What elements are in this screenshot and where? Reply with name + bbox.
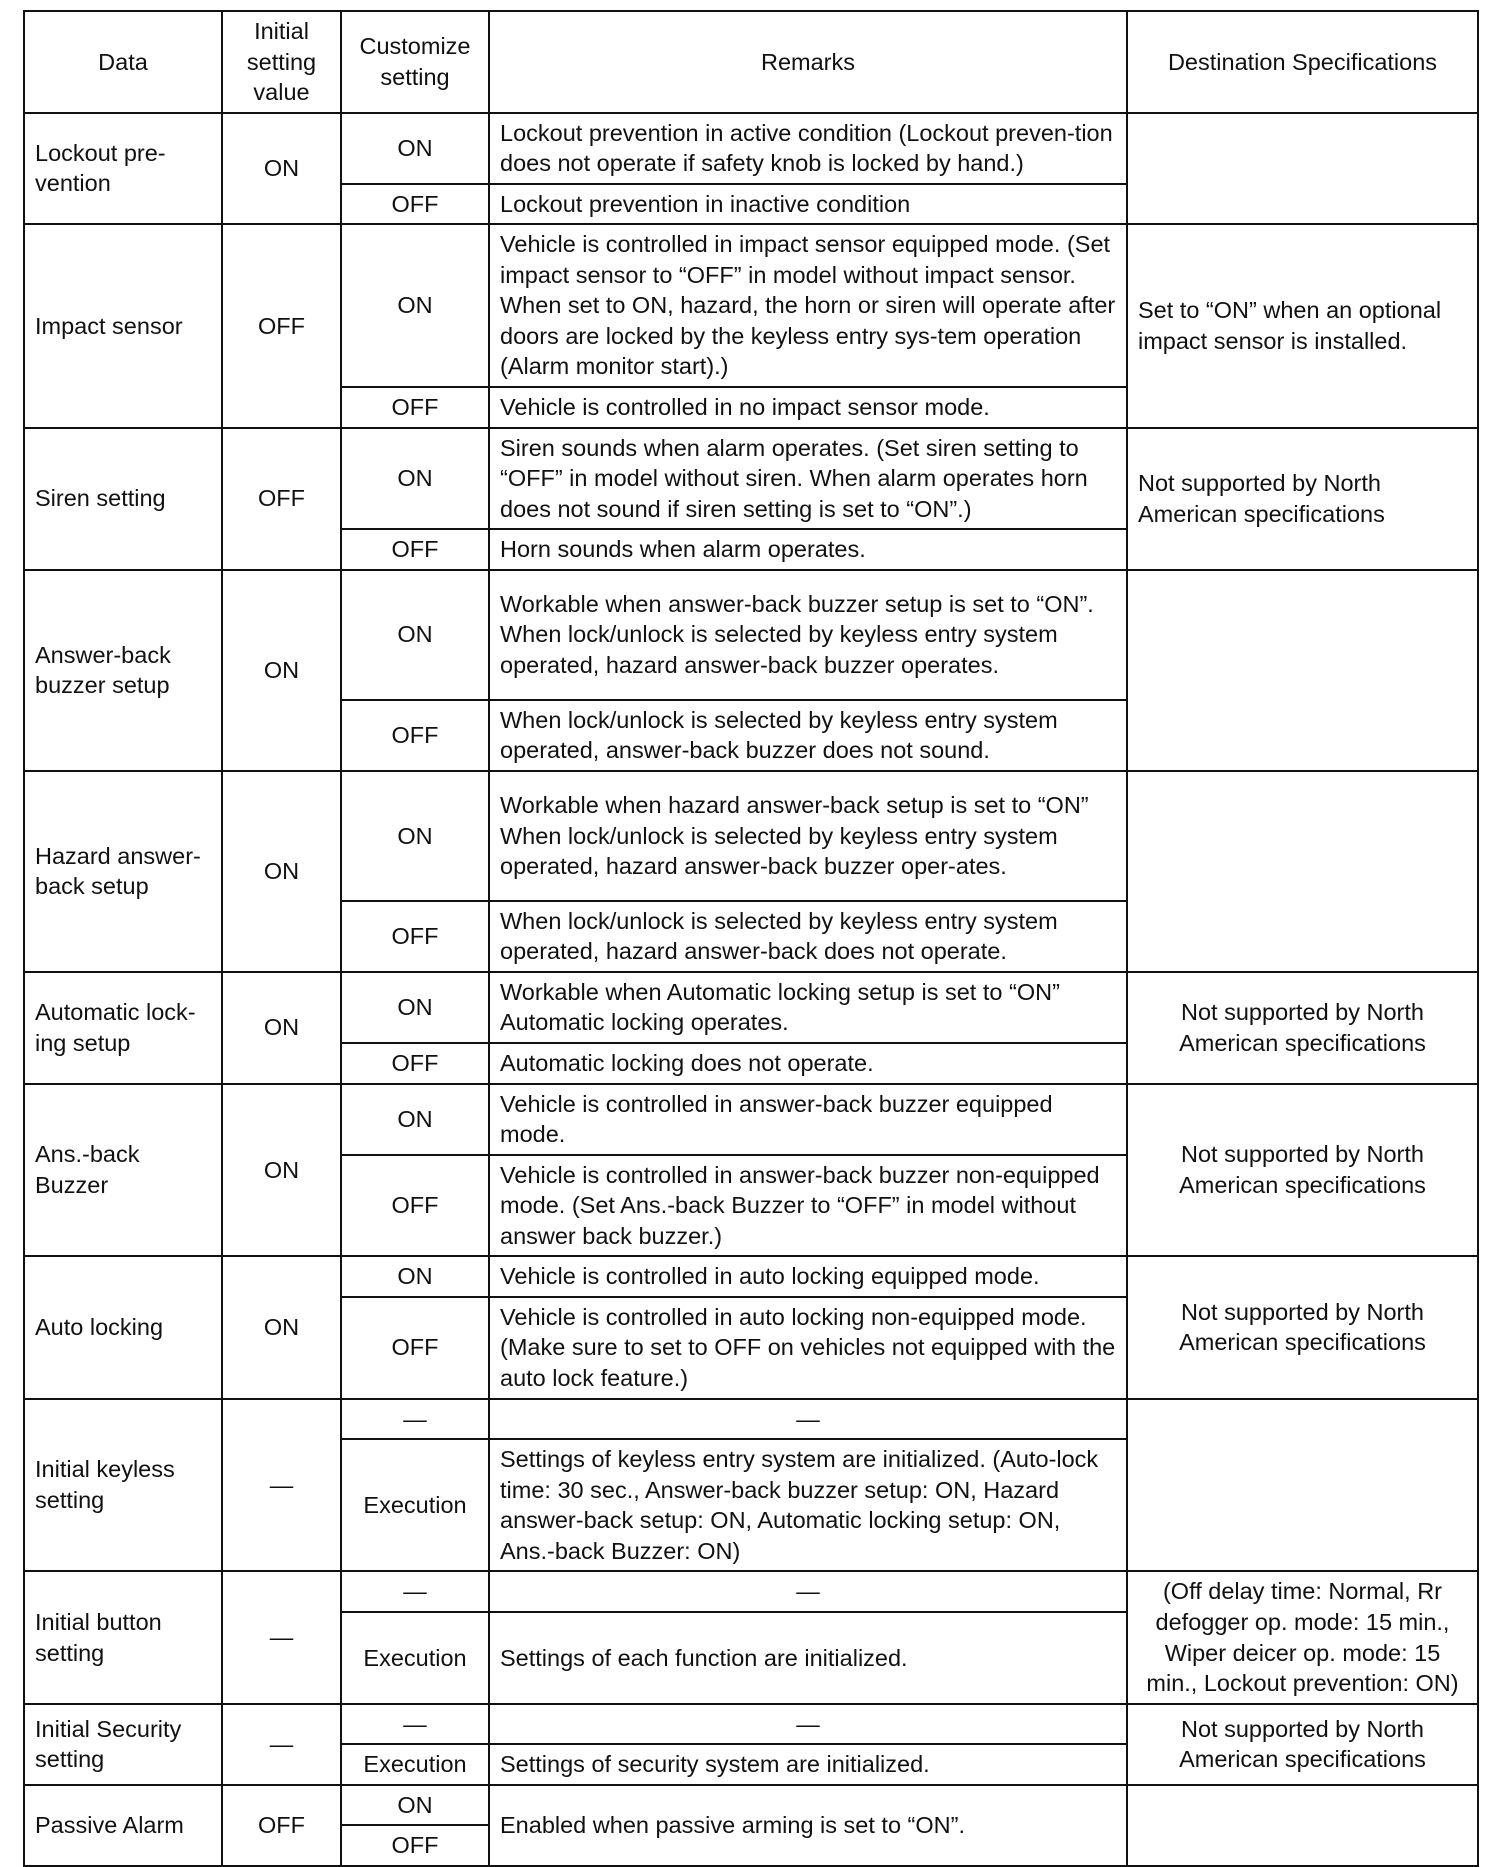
remark: Vehicle is controlled in auto locking non-equipped mode. (Make sure to set to OFF on vehicles not equipped with the auto lock feature.): [489, 1297, 1127, 1399]
destination-spec: [1127, 113, 1478, 225]
remark: Settings of each function are initialized.: [489, 1612, 1127, 1704]
customize-setting: OFF: [341, 387, 489, 428]
row-data-hazard-answer-back-setup: Hazard answer-back setup: [24, 771, 222, 972]
row-data-initial-button-setting: Initial button setting: [24, 1571, 222, 1704]
row-data-ans-back-buzzer: Ans.-back Buzzer: [24, 1084, 222, 1257]
customize-setting: Execution: [341, 1439, 489, 1571]
row-initial-value: ON: [222, 570, 341, 771]
remark: Vehicle is controlled in answer-back buzzer equipped mode.: [489, 1084, 1127, 1155]
remark: Enabled when passive arming is set to “ON”.: [489, 1785, 1127, 1866]
row-data-passive-alarm: Passive Alarm: [24, 1785, 222, 1866]
row-initial-value: ON: [222, 1084, 341, 1257]
destination-spec: [1127, 1785, 1478, 1866]
table-row: [24, 972, 1478, 1043]
remark: Vehicle is controlled in auto locking equipped mode.: [489, 1256, 1127, 1297]
table-row: [24, 113, 1478, 184]
row-initial-value: OFF: [222, 428, 341, 570]
customize-setting: ON: [341, 771, 489, 901]
remark: Settings of security system are initialized.: [489, 1744, 1127, 1785]
header-data: Data: [24, 11, 222, 113]
remark: Automatic locking does not operate.: [489, 1043, 1127, 1084]
remark: Settings of keyless entry system are initialized. (Auto-lock time: 30 sec., Answer-back buzzer setup: ON, Hazard answer-back setup: ON, Automatic locking setup: ON, Ans.-back Buzzer: ON): [489, 1439, 1127, 1571]
customize-setting: Execution: [341, 1612, 489, 1704]
remark: Horn sounds when alarm operates.: [489, 529, 1127, 570]
header-destination: Destination Specifications: [1127, 11, 1478, 113]
remark: —: [489, 1399, 1127, 1440]
row-data-siren-setting: Siren setting: [24, 428, 222, 570]
remark: Lockout prevention in active condition (Lockout preven-tion does not operate if safety knob is locked by hand.): [489, 113, 1127, 184]
customize-setting: OFF: [341, 184, 489, 225]
customize-setting: OFF: [341, 1043, 489, 1084]
table-row: [24, 570, 1478, 700]
row-initial-value: OFF: [222, 1785, 341, 1866]
customize-settings-table: [23, 10, 1479, 1867]
row-initial-value: ON: [222, 1256, 341, 1398]
destination-spec: [1127, 570, 1478, 771]
customize-setting: Execution: [341, 1744, 489, 1785]
header-row: [24, 11, 1478, 113]
customize-setting: ON: [341, 570, 489, 700]
remark: —: [489, 1571, 1127, 1612]
header-customize-setting: Customize setting: [341, 11, 489, 113]
row-initial-value: ON: [222, 113, 341, 225]
customize-setting: OFF: [341, 1155, 489, 1257]
destination-spec: (Off delay time: Normal, Rr defogger op. mode: 15 min., Wiper deicer op. mode: 15 min., Lockout prevention: ON): [1127, 1571, 1478, 1704]
row-data-initial-security-setting: Initial Security setting: [24, 1704, 222, 1785]
customize-setting: —: [341, 1571, 489, 1612]
destination-spec: Not supported by North American specifications: [1127, 1256, 1478, 1398]
table-row: [24, 1256, 1478, 1297]
customize-setting: ON: [341, 1084, 489, 1155]
table-row: [24, 1084, 1478, 1155]
row-initial-value: ON: [222, 972, 341, 1084]
destination-spec: Not supported by North American specifications: [1127, 428, 1478, 570]
customize-setting: ON: [341, 113, 489, 184]
customize-setting: —: [341, 1399, 489, 1440]
customize-setting: ON: [341, 972, 489, 1043]
table-row: [24, 1571, 1478, 1612]
customize-setting: OFF: [341, 1297, 489, 1399]
row-data-initial-keyless-setting: Initial keyless setting: [24, 1399, 222, 1572]
customize-setting: ON: [341, 224, 489, 387]
row-initial-value: —: [222, 1571, 341, 1704]
row-data-automatic-locking-setup: Automatic lock-ing setup: [24, 972, 222, 1084]
row-initial-value: —: [222, 1704, 341, 1785]
destination-spec: Not supported by North American specifications: [1127, 1084, 1478, 1257]
remark: —: [489, 1704, 1127, 1745]
remark: Vehicle is controlled in impact sensor equipped mode. (Set impact sensor to “OFF” in model without impact sensor. When set to ON, hazard, the horn or siren will operate after doors are locked by the keyless entry sys-tem operation (Alarm monitor start).): [489, 224, 1127, 387]
remark: Vehicle is controlled in no impact sensor mode.: [489, 387, 1127, 428]
table-row: [24, 771, 1478, 901]
row-data-impact-sensor: Impact sensor: [24, 224, 222, 427]
customize-setting: —: [341, 1704, 489, 1745]
customize-setting: ON: [341, 428, 489, 530]
table-row: [24, 224, 1478, 387]
table-row: [24, 428, 1478, 530]
customize-setting: ON: [341, 1785, 489, 1826]
destination-spec: Set to “ON” when an optional impact sensor is installed.: [1127, 224, 1478, 427]
customize-setting: OFF: [341, 1825, 489, 1866]
remark: Siren sounds when alarm operates. (Set siren setting to “OFF” in model without siren. When alarm operates horn does not sound if siren setting is set to “ON”.): [489, 428, 1127, 530]
row-initial-value: OFF: [222, 224, 341, 427]
row-initial-value: ON: [222, 771, 341, 972]
remark: When lock/unlock is selected by keyless entry system operated, hazard answer-back does not operate.: [489, 901, 1127, 972]
row-data-answer-back-buzzer-setup: Answer-back buzzer setup: [24, 570, 222, 771]
row-data-auto-locking: Auto locking: [24, 1256, 222, 1398]
destination-spec: Not supported by North American specifications: [1127, 972, 1478, 1084]
row-data-lockout-prevention: Lockout pre-vention: [24, 113, 222, 225]
remark: Workable when Automatic locking setup is set to “ON” Automatic locking operates.: [489, 972, 1127, 1043]
destination-spec: Not supported by North American specifications: [1127, 1704, 1478, 1785]
customize-setting: ON: [341, 1256, 489, 1297]
table-row: [24, 1785, 1478, 1826]
remark: Workable when hazard answer-back setup is set to “ON” When lock/unlock is selected by keyless entry system operated, hazard answer-back buzzer oper-ates.: [489, 771, 1127, 901]
header-remarks: Remarks: [489, 11, 1127, 113]
customize-setting: OFF: [341, 901, 489, 972]
header-initial-setting: Initial setting value: [222, 11, 341, 113]
customize-setting: OFF: [341, 700, 489, 771]
row-initial-value: —: [222, 1399, 341, 1572]
destination-spec: [1127, 771, 1478, 972]
remark: Vehicle is controlled in answer-back buzzer non-equipped mode. (Set Ans.-back Buzzer to “OFF” in model without answer back buzzer.): [489, 1155, 1127, 1257]
remark: Lockout prevention in inactive condition: [489, 184, 1127, 225]
customize-setting: OFF: [341, 529, 489, 570]
destination-spec: [1127, 1399, 1478, 1572]
remark: Workable when answer-back buzzer setup is set to “ON”. When lock/unlock is selected by keyless entry system operated, hazard answer-back buzzer operates.: [489, 570, 1127, 700]
remark: When lock/unlock is selected by keyless entry system operated, answer-back buzzer does not sound.: [489, 700, 1127, 771]
table-row: [24, 1399, 1478, 1440]
table-row: [24, 1704, 1478, 1745]
